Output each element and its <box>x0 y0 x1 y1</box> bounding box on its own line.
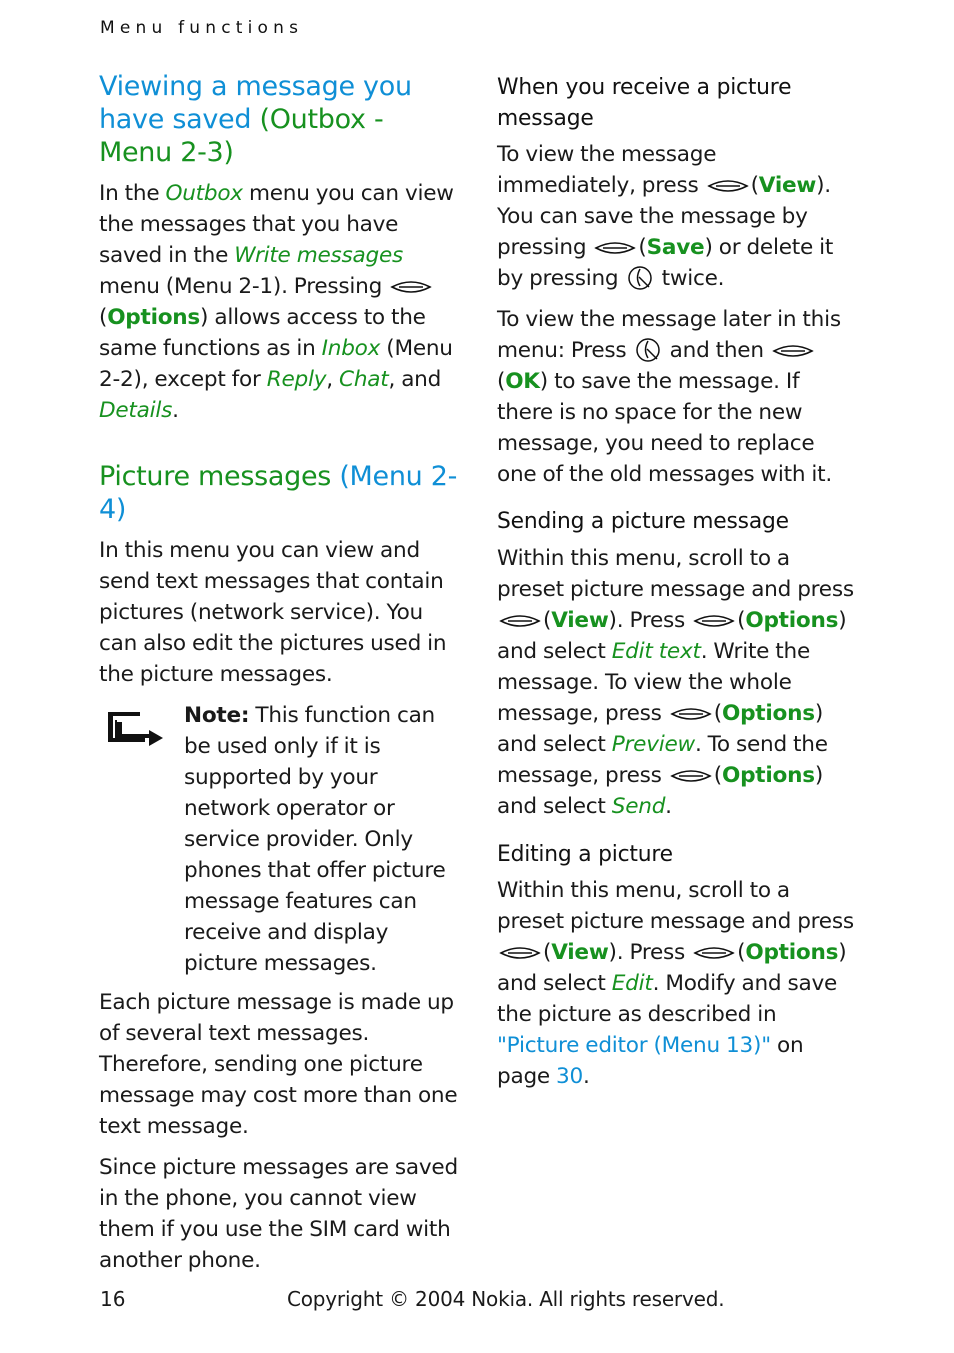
selection-key-icon <box>772 344 814 358</box>
selection-key-icon <box>693 946 735 960</box>
selection-key-icon <box>670 707 712 721</box>
selection-key-icon <box>390 280 432 294</box>
selection-key-icon <box>594 241 636 255</box>
receive-paragraph-1: To view the message immediately, press (View). You can save the message by pressing (Save) or delete it by pressing twice. <box>497 142 834 291</box>
note-hand-icon <box>105 708 165 750</box>
heading-receive: When you receive a picture message <box>497 75 792 131</box>
page-number: 16 <box>100 1287 126 1311</box>
cross-reference-link[interactable]: "Picture editor (Menu 13)" <box>497 1033 771 1058</box>
since-paragraph: Since picture messages are saved in the phone, you cannot view them if you use the SIM card with another phone. <box>99 1155 458 1273</box>
selection-key-icon <box>670 769 712 783</box>
left-column <box>99 70 461 1276</box>
note-block <box>99 700 461 979</box>
outbox-paragraph: In the Outbox menu you can view the messages that you have saved in the Write messages menu (Menu 2-1). Pressing (Options) allows access to the same functions as in Inbox (Menu 2-2), except for Reply, Chat, and Details. <box>99 181 454 423</box>
receive-paragraph-2: To view the message later in this menu: Press and then (OK) to save the message. If there is no space for the new message, you need to replace one of the old messages with it. <box>497 307 841 487</box>
send-paragraph: Within this menu, scroll to a preset picture message and press (View). Press (Options) and select Edit text. Write the message. To view the whole message, press (Options) and select Preview. To send the message, press (Options) and select Send. <box>497 546 854 819</box>
selection-key-icon <box>707 179 749 193</box>
selection-key-icon <box>499 614 541 628</box>
right-column <box>497 72 859 1092</box>
selection-key-icon <box>693 614 735 628</box>
picture-messages-paragraph: In this menu you can view and send text messages that contain pictures (network service). You can also edit the pictures used in the picture messages. <box>99 538 447 687</box>
note-text: Note: This function can be used only if it is supported by your network operator or service provider. Only phones that offer picture message features can receive and display picture messages. <box>184 703 446 976</box>
clear-key-icon <box>635 337 662 363</box>
edit-paragraph: Within this menu, scroll to a preset picture message and press (View). Press (Options) and select Edit. Modify and save the picture as described in "Picture editor (Menu 13)" on page 30. <box>497 878 854 1089</box>
clear-key-icon <box>627 265 654 291</box>
selection-key-icon <box>499 946 541 960</box>
heading-send: Sending a picture message <box>497 509 789 534</box>
heading-outbox: Viewing a message you have saved (Outbox - Menu 2-3) <box>99 71 412 168</box>
each-paragraph: Each picture message is made up of several text messages. Therefore, sending one picture message may cost more than one text message. <box>99 990 458 1139</box>
page-link[interactable]: 30 <box>556 1064 584 1089</box>
running-header: Menu functions <box>100 18 304 38</box>
copyright-notice: Copyright © 2004 Nokia. All rights reserved. <box>287 1287 725 1311</box>
heading-edit: Editing a picture <box>497 842 673 867</box>
heading-picture-messages: Picture messages (Menu 2-4) <box>99 461 458 525</box>
